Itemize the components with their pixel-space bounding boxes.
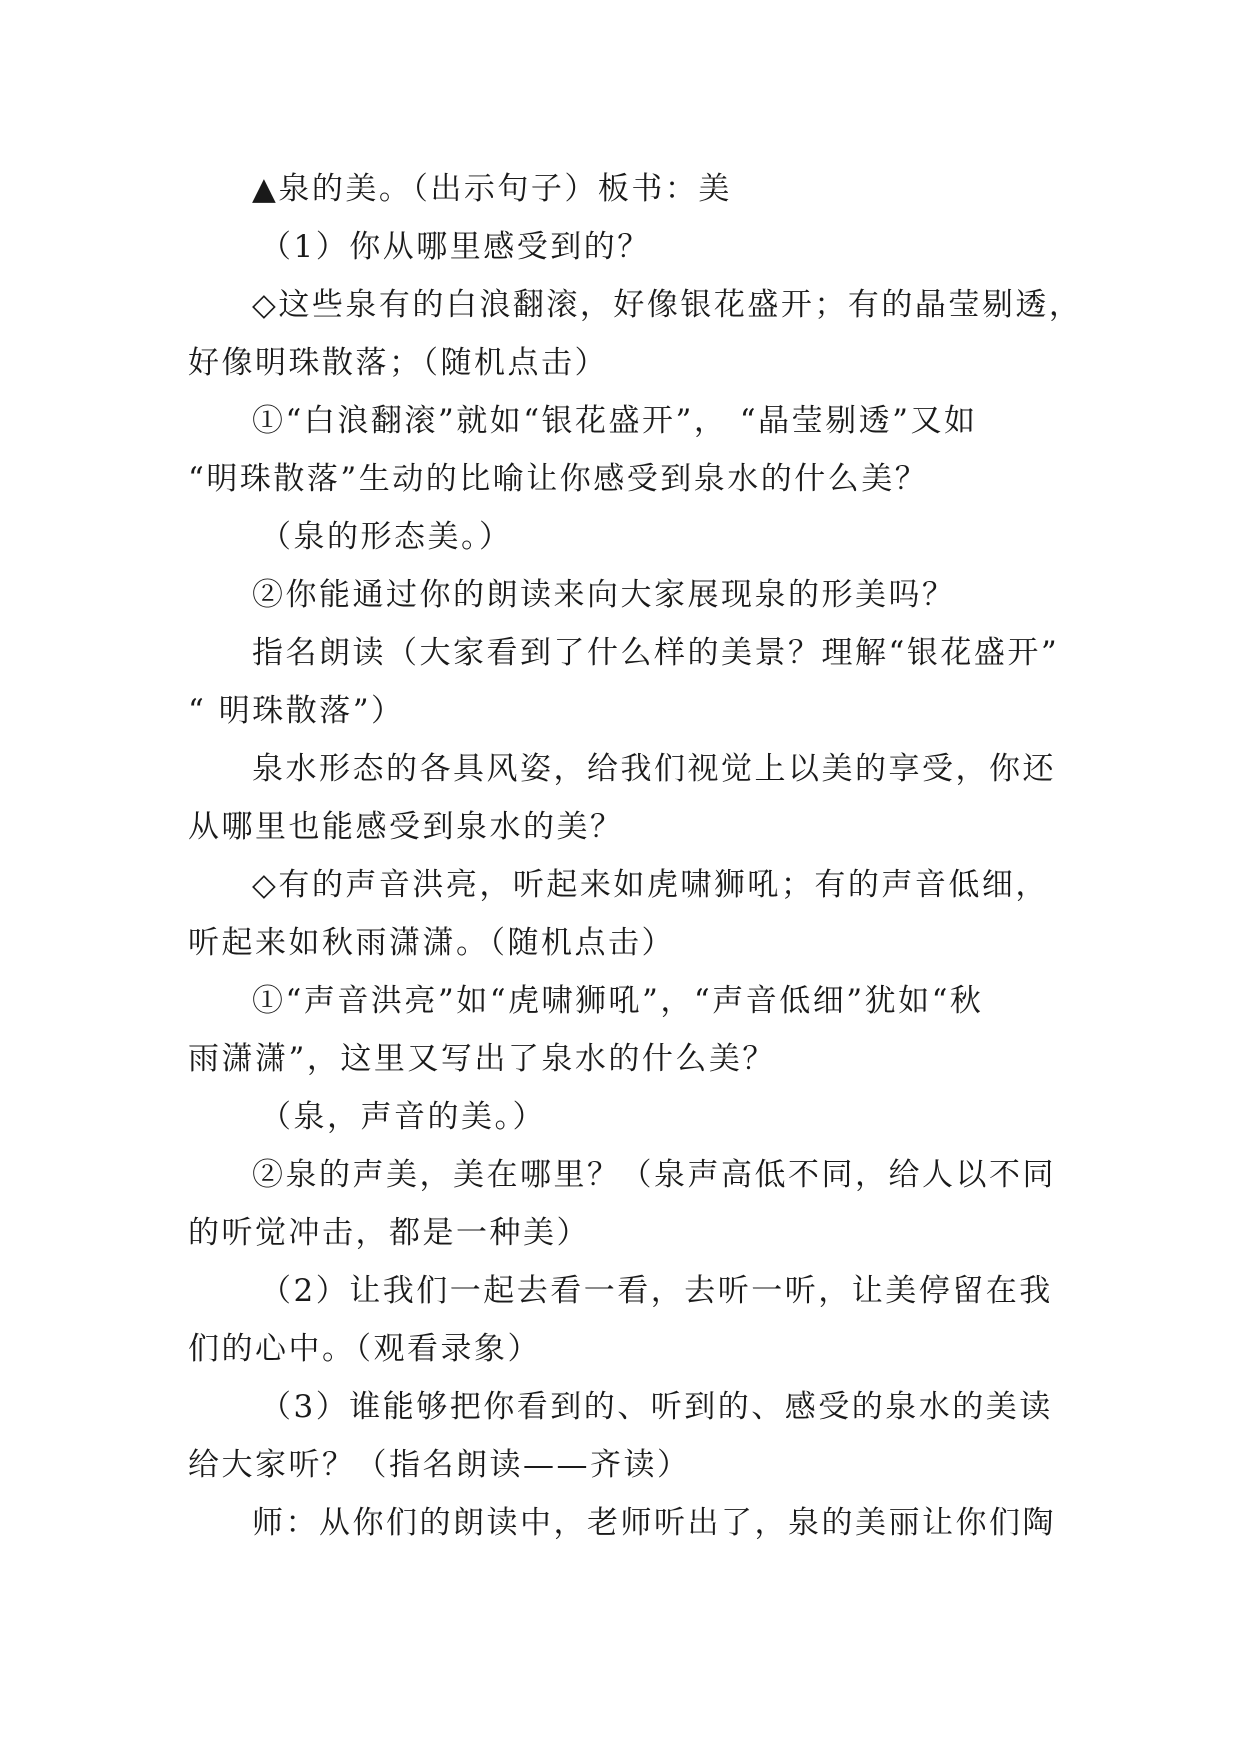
text-line: 泉水形态的各具风姿，给我们视觉上以美的享受，你还 (252, 751, 1056, 787)
text-line: 指名朗读（大家看到了什么样的美景？理解“银花盛开” (252, 635, 1060, 671)
text-line: 们的心中。（观看录象） (188, 1331, 541, 1367)
text-line: 雨潇潇”，这里又写出了泉水的什么美？ (188, 1041, 776, 1077)
text-line: ②你能通过你的朗读来向大家展现泉的形美吗？ (252, 577, 956, 613)
text-line: （1）你从哪里感受到的？ (260, 229, 651, 265)
text-line: “ 明珠散落”） (188, 693, 405, 729)
text-line: ◇这些泉有的白浪翻滚，好像银花盛开；有的晶莹剔透， (252, 287, 1083, 323)
text-line: ◇有的声音洪亮，听起来如虎啸狮吼；有的声音低细， (252, 867, 1049, 903)
text-line: ②泉的声美，美在哪里？（泉声高低不同，给人以不同 (252, 1157, 1056, 1193)
text-line: ①“声音洪亮”如“虎啸狮吼”，“声音低细”犹如“秋 (252, 983, 984, 1019)
text-line: （泉，声音的美。） (260, 1099, 546, 1135)
text-line: （泉的形态美。） (260, 519, 513, 555)
text-line: 给大家听？（指名朗读——齐读） (188, 1447, 691, 1483)
text-line: 师：从你们的朗读中，老师听出了，泉的美丽让你们陶 (252, 1505, 1056, 1541)
text-line: ①“白浪翻滚”就如“银花盛开”， “晶莹剔透”又如 (252, 403, 978, 439)
text-line: 从哪里也能感受到泉水的美？ (188, 809, 624, 845)
text-line: 好像明珠散落；（随机点击） (188, 345, 608, 381)
text-line: 听起来如秋雨潇潇。（随机点击） (188, 925, 675, 961)
text-line: （2）让我们一起去看一看，去听一听，让美停留在我 (260, 1273, 1053, 1309)
document-body (188, 160, 1083, 1552)
text-line: ▲泉的美。（出示句子）板书：美 (252, 171, 732, 207)
text-line: “明珠散落”生动的比喻让你感受到泉水的什么美？ (188, 461, 929, 497)
text-line: （3）谁能够把你看到的、听到的、感受的泉水的美读 (260, 1389, 1053, 1425)
text-line: 的听觉冲击，都是一种美） (188, 1215, 590, 1251)
